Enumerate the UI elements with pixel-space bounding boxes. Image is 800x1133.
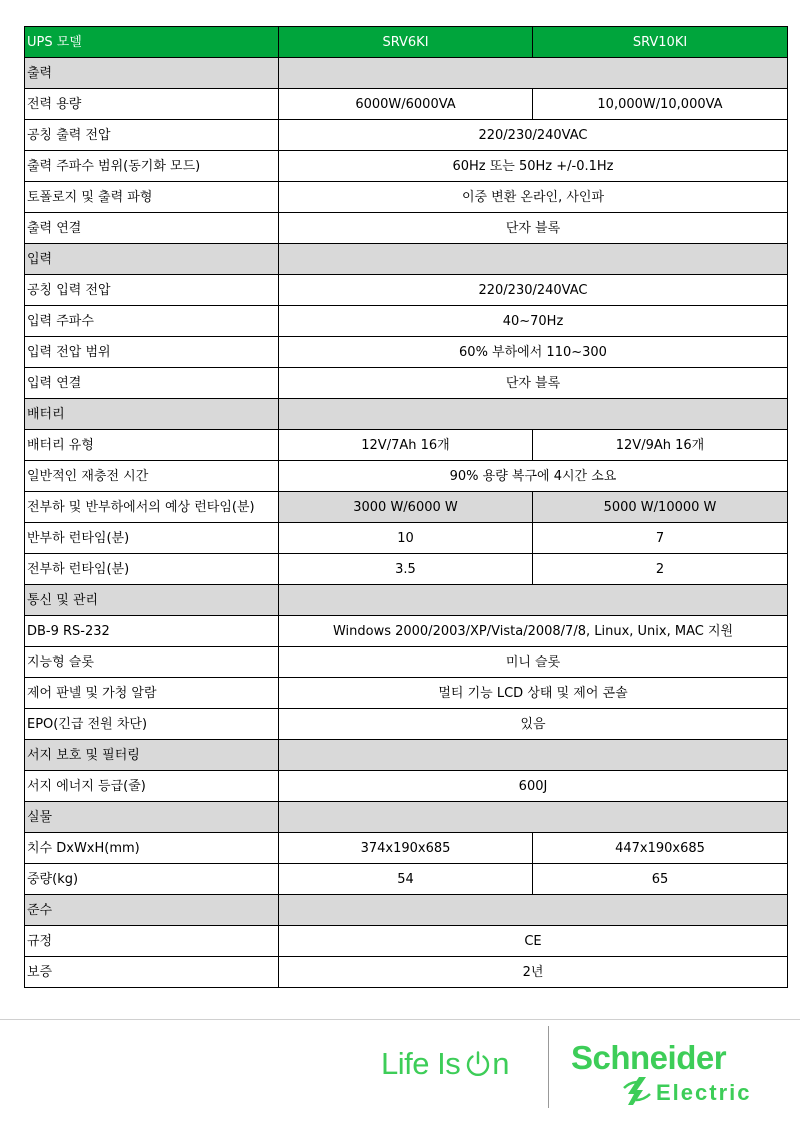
header-label: UPS 모델 <box>25 27 279 58</box>
row-value-srv10ki: 2 <box>533 554 788 585</box>
table-row <box>25 771 788 802</box>
row-value-srv6ki: 54 <box>279 864 533 895</box>
section-filler <box>279 244 788 275</box>
section-filler <box>279 58 788 89</box>
row-value: 단자 블록 <box>279 368 788 399</box>
section-label: 실물 <box>25 802 279 833</box>
schneider-logo-wordmark: Schneider <box>571 1039 727 1076</box>
row-value-srv6ki: 3.5 <box>279 554 533 585</box>
table-row <box>25 647 788 678</box>
header-model-1: SRV6KI <box>279 27 533 58</box>
row-label: 보증 <box>25 957 279 988</box>
row-value: 2년 <box>279 957 788 988</box>
section-label: 서지 보호 및 필터링 <box>25 740 279 771</box>
table-row <box>25 213 788 244</box>
table-row <box>25 957 788 988</box>
table-row <box>25 926 788 957</box>
row-value: 40~70Hz <box>279 306 788 337</box>
life-is-on-logo <box>381 1044 509 1084</box>
row-value: 220/230/240VAC <box>279 120 788 151</box>
table-row <box>25 492 788 523</box>
section-header-row <box>25 585 788 616</box>
table-row <box>25 554 788 585</box>
row-value: 220/230/240VAC <box>279 275 788 306</box>
table-row <box>25 616 788 647</box>
row-value-srv6ki: 6000W/6000VA <box>279 89 533 120</box>
row-label: 공칭 출력 전압 <box>25 120 279 151</box>
schneider-logo-subtext: Electric <box>656 1080 752 1105</box>
row-label: 공칭 입력 전압 <box>25 275 279 306</box>
footer-vertical-divider <box>548 1026 549 1108</box>
section-filler <box>279 740 788 771</box>
row-value: 600J <box>279 771 788 802</box>
table-row <box>25 864 788 895</box>
row-label: DB-9 RS-232 <box>25 616 279 647</box>
section-label: 준수 <box>25 895 279 926</box>
life-is-text: Life Is <box>381 1046 461 1081</box>
table-header-row <box>25 27 788 58</box>
table-row <box>25 368 788 399</box>
row-label: 입력 주파수 <box>25 306 279 337</box>
section-header-row <box>25 895 788 926</box>
row-value-srv6ki: 3000 W/6000 W <box>279 492 533 523</box>
row-value-srv6ki: 374x190x685 <box>279 833 533 864</box>
table-row <box>25 337 788 368</box>
row-value: 멀티 기능 LCD 상태 및 제어 콘솔 <box>279 678 788 709</box>
schneider-electric-logo-icon <box>622 1076 652 1106</box>
row-value: CE <box>279 926 788 957</box>
row-value: Windows 2000/2003/XP/Vista/2008/7/8, Linux, Unix, MAC 지원 <box>279 616 788 647</box>
table-row <box>25 182 788 213</box>
section-label: 통신 및 관리 <box>25 585 279 616</box>
row-value: 미니 슬롯 <box>279 647 788 678</box>
row-value-srv6ki: 12V/7Ah 16개 <box>279 430 533 461</box>
row-value-srv10ki: 447x190x685 <box>533 833 788 864</box>
row-value-srv10ki: 5000 W/10000 W <box>533 492 788 523</box>
section-filler <box>279 399 788 430</box>
row-label: 일반적인 재충전 시간 <box>25 461 279 492</box>
section-filler <box>279 585 788 616</box>
row-value-srv6ki: 10 <box>279 523 533 554</box>
row-label: 반부하 런타임(분) <box>25 523 279 554</box>
row-label: 전부하 및 반부하에서의 예상 런타임(분) <box>25 492 279 523</box>
section-label: 입력 <box>25 244 279 275</box>
row-label: 토폴로지 및 출력 파형 <box>25 182 279 213</box>
row-label: 입력 연결 <box>25 368 279 399</box>
row-label: 지능형 슬롯 <box>25 647 279 678</box>
table-row <box>25 275 788 306</box>
section-label: 배터리 <box>25 399 279 430</box>
section-header-row <box>25 244 788 275</box>
table-row <box>25 523 788 554</box>
section-filler <box>279 895 788 926</box>
section-header-row <box>25 802 788 833</box>
section-label: 출력 <box>25 58 279 89</box>
row-label: 서지 에너지 등급(줄) <box>25 771 279 802</box>
spec-table-body <box>25 27 788 988</box>
row-value: 있음 <box>279 709 788 740</box>
row-label: 전부하 런타임(분) <box>25 554 279 585</box>
row-value: 이중 변환 온라인, 사인파 <box>279 182 788 213</box>
row-value: 단자 블록 <box>279 213 788 244</box>
row-value-srv10ki: 10,000W/10,000VA <box>533 89 788 120</box>
table-row <box>25 833 788 864</box>
row-label: 출력 연결 <box>25 213 279 244</box>
on-text: n <box>492 1046 509 1081</box>
footer-divider-line <box>0 1019 800 1020</box>
spec-table <box>24 26 788 988</box>
row-label: 출력 주파수 범위(동기화 모드) <box>25 151 279 182</box>
table-row <box>25 461 788 492</box>
row-label: 규정 <box>25 926 279 957</box>
row-label: 제어 판넬 및 가청 알람 <box>25 678 279 709</box>
section-filler <box>279 802 788 833</box>
row-label: 입력 전압 범위 <box>25 337 279 368</box>
row-label: EPO(긴급 전원 차단) <box>25 709 279 740</box>
row-value: 60Hz 또는 50Hz +/-0.1Hz <box>279 151 788 182</box>
table-row <box>25 306 788 337</box>
row-value: 90% 용량 복구에 4시간 소요 <box>279 461 788 492</box>
table-row <box>25 89 788 120</box>
row-label: 전력 용량 <box>25 89 279 120</box>
row-label: 중량(kg) <box>25 864 279 895</box>
header-model-2: SRV10KI <box>533 27 788 58</box>
section-header-row <box>25 399 788 430</box>
table-row <box>25 120 788 151</box>
power-icon <box>464 1050 492 1078</box>
table-row <box>25 709 788 740</box>
table-row <box>25 430 788 461</box>
row-label: 배터리 유형 <box>25 430 279 461</box>
row-label: 치수 DxWxH(mm) <box>25 833 279 864</box>
table-row <box>25 151 788 182</box>
section-header-row <box>25 740 788 771</box>
row-value: 60% 부하에서 110~300 <box>279 337 788 368</box>
row-value-srv10ki: 12V/9Ah 16개 <box>533 430 788 461</box>
row-value-srv10ki: 7 <box>533 523 788 554</box>
section-header-row <box>25 58 788 89</box>
table-row <box>25 678 788 709</box>
row-value-srv10ki: 65 <box>533 864 788 895</box>
